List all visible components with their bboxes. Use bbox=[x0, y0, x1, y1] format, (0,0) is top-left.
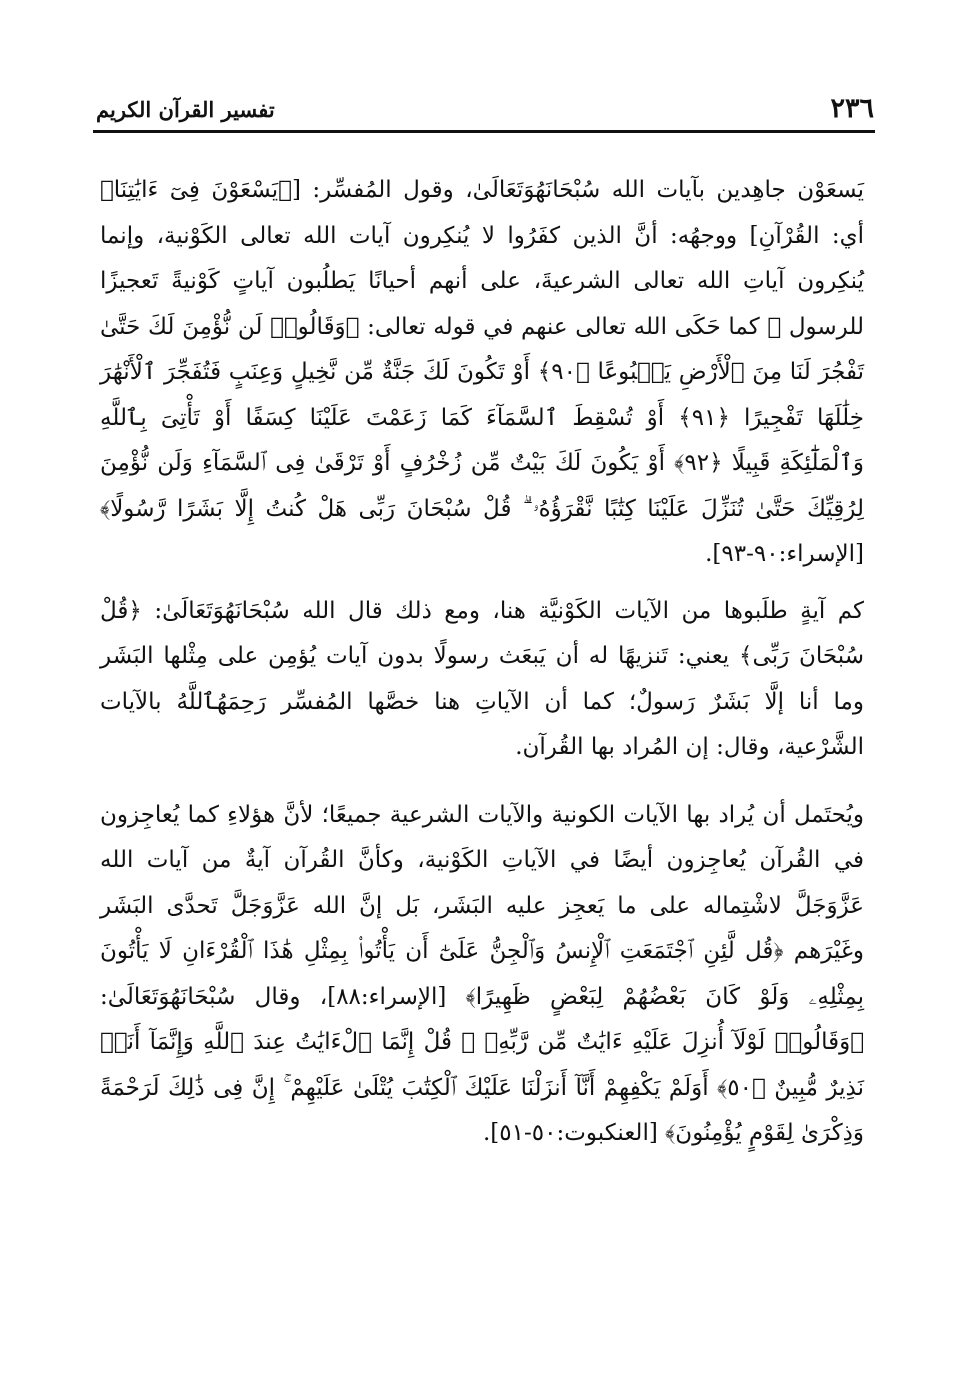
page-number: ٢٣٦ bbox=[830, 93, 874, 124]
paragraph-3: ويُحتَمل أن يُراد بها الآيات الكونية والآيات الشرعية جميعًا؛ لأنَّ هؤلاءِ كما يُعاجِزون في القُرآن يُعاجِزون أيضًا في الآياتِ الكَوْنية، وكأنَّ القُرآن آيةٌ من آيات الله عَزَّوَجَلَّ لاشْتِماله على ما يَعجِز عليه البَشَر، بَل إنَّ الله عَزَّوَجَلَّ تَحدَّى البَشَر وغَيْرَهم ﴿قُل لَّئِنِ ٱجْتَمَعَتِ ٱلْإِنسُ وَٱلْجِنُّ عَلَىٰٓ أَن يَأْتُوا۟ بِمِثْلِ هَٰذَا ٱلْقُرْءَانِ لَا يَأْتُونَ بِمِثْلِهِۦ وَلَوْ كَانَ بَعْضُهُمْ لِبَعْضٍ ظَهِيرًا﴾ [الإسراء:٨٨]، وقال سُبْحَانَهُوَتَعَالَىٰ: ﴿وَقَالُوا۟ لَوْلَآ أُنزِلَ عَلَيْهِ ءَايَٰتٌ مِّن رَّبِّهِۦ ۖ قُلْ إِنَّمَا ٱلْءَايَٰتُ عِندَ ٱللَّهِ وَإِنَّمَآ أَنَا۠ نَذِيرٌ مُّبِينٌ ﴿٥٠﴾ أَوَلَمْ يَكْفِهِمْ أَنَّآ أَنزَلْنَا عَلَيْكَ ٱلْكِتَٰبَ يُتْلَىٰ عَلَيْهِمْ ۚ إِنَّ فِى ذَٰلِكَ لَرَحْمَةً وَذِكْرَىٰ لِقَوْمٍ يُؤْمِنُونَ﴾ [العنكبوت:٥٠-٥١]. bbox=[100, 801, 864, 1146]
page-body bbox=[100, 168, 864, 1157]
page-header bbox=[96, 92, 874, 128]
header-divider bbox=[93, 130, 875, 133]
paragraph-1: يَسعَوْن جاهِدين بآيات الله سُبْحَانَهُوَتَعَالَىٰ، وقول المُفسِّر: [﴿يَسْعَوْنَ فِىٓ ءَايَٰتِنَا﴾ أي: القُرْآنِ] ووجهُه: أنَّ الذين كفَرُوا لا يُنكِرون آيات الله تعالى الكَوْنية، وإنما يُنكِرون آياتِ الله تعالى الشرعيةَ، على أنهم أحيانًا يَطلُبون آياتٍ كَوْنيةً تَعجيزًا للرسول ﷺ كما حَكَى الله تعالى عنهم في قوله تعالى: ﴿وَقَالُوا۟ لَن نُّؤْمِنَ لَكَ حَتَّىٰ تَفْجُرَ لَنَا مِنَ ٱلْأَرْضِ يَنۢبُوعًا ﴿٩٠﴾ أَوْ تَكُونَ لَكَ جَنَّةٌ مِّن نَّخِيلٍ وَعِنَبٍ فَتُفَجِّرَ ٱلْأَنْهَٰرَ خِلَٰلَهَا تَفْجِيرًا ﴿٩١﴾ أَوْ تُسْقِطَ ٱلسَّمَآءَ كَمَا زَعَمْتَ عَلَيْنَا كِسَفًا أَوْ تَأْتِىَ بِٱللَّهِ وَٱلْمَلَٰٓئِكَةِ قَبِيلًا ﴿٩٢﴾ أَوْ يَكُونَ لَكَ بَيْتٌ مِّن زُخْرُفٍ أَوْ تَرْقَىٰ فِى ٱلسَّمَآءِ وَلَن نُّؤْمِنَ لِرُقِيِّكَ حَتَّىٰ تُنَزِّلَ عَلَيْنَا كِتَٰبًا نَّقْرَؤُهُۥ ۗ قُلْ سُبْحَانَ رَبِّى هَلْ كُنتُ إِلَّا بَشَرًا رَّسُولًا﴾ [الإسراء:٩٠-٩٣]. bbox=[100, 177, 865, 567]
book-title: تفسير القرآن الكريم bbox=[96, 97, 275, 122]
paragraph-2: كم آيةٍ طلَبوها من الآيات الكَوْنيَّة هنا، ومع ذلك قال الله سُبْحَانَهُوَتَعَالَىٰ: ﴿قُلْ سُبْحَانَ رَبِّى﴾ يعني: تَنزيهًا له أن يَبعَث رسولًا بدون آيات يُؤمِن على مِثْلها البَشَر وما أنا إلَّا بَشَرٌ رَسولٌ؛ كما أن الآياتِ هنا خصَّها المُفسِّر رَحِمَهُٱللَّهُ بالآيات الشَّرْعية، وقال: إن المُراد بها القُرآن. bbox=[100, 597, 864, 760]
